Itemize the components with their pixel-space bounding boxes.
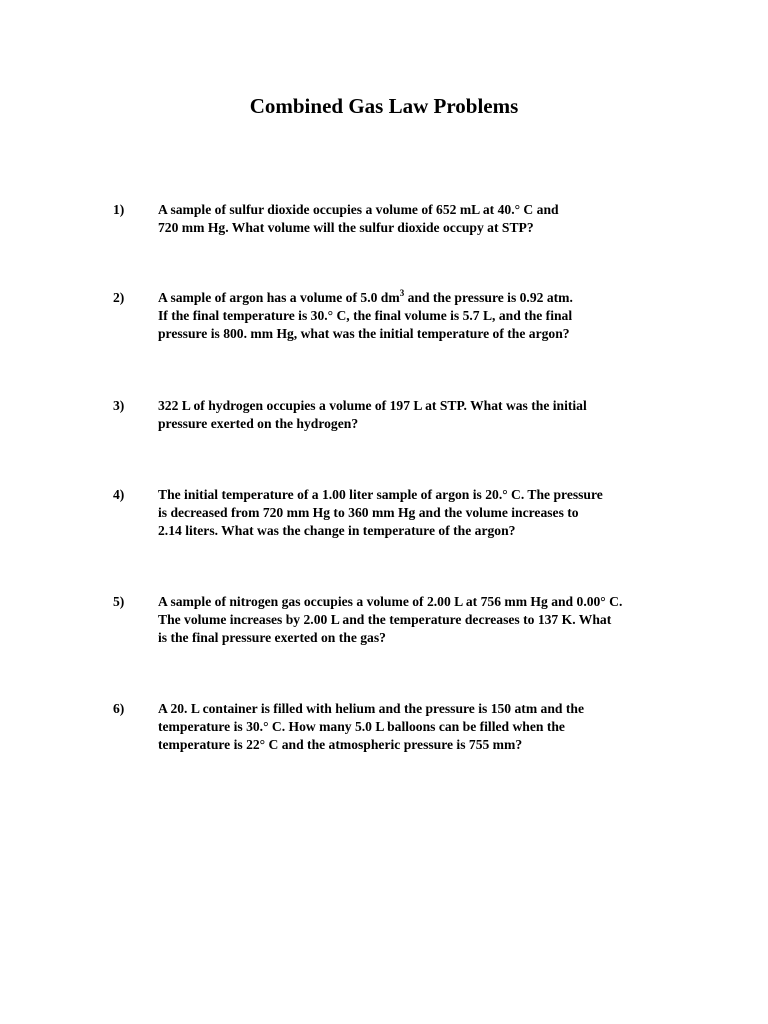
problem-line: 2.14 liters. What was the change in temperature of the argon?: [158, 523, 516, 538]
problem-line: 720 mm Hg. What volume will the sulfur dioxide occupy at STP?: [158, 220, 534, 235]
problem-line: temperature is 30.° C. How many 5.0 L balloons can be filled when the: [158, 719, 565, 734]
problem-number: 1): [113, 202, 125, 217]
problem-line: [158, 289, 748, 307]
problem-number: 5): [113, 594, 125, 609]
superscript: 3: [399, 288, 405, 298]
problem-text: [158, 593, 748, 647]
problem-line: A sample of nitrogen gas occupies a volume of 2.00 L at 756 mm Hg and 0.00° C.: [158, 594, 623, 609]
problem-line: pressure exerted on the hydrogen?: [158, 416, 359, 431]
problem-line: is decreased from 720 mm Hg to 360 mm Hg and the volume increases to: [158, 505, 579, 520]
problem-line-part: and the pressure is 0.92 atm.: [404, 290, 573, 305]
problem-number: 6): [113, 701, 125, 716]
problem-line: A 20. L container is filled with helium and the pressure is 150 atm and the: [158, 701, 584, 716]
problem-number: 4): [113, 487, 125, 502]
problem-line: 322 L of hydrogen occupies a volume of 197 L at STP. What was the initial: [158, 398, 587, 413]
problem-line: temperature is 22° C and the atmospheric pressure is 755 mm?: [158, 737, 523, 752]
problem-number: 3): [113, 398, 125, 413]
problem-text: [158, 486, 748, 540]
problem-text: [158, 289, 748, 343]
problem-text: [158, 700, 748, 754]
problem-line: The volume increases by 2.00 L and the temperature decreases to 137 K. What: [158, 612, 612, 627]
problem-line: The initial temperature of a 1.00 liter sample of argon is 20.° C. The pressure: [158, 487, 603, 502]
problem-line-part: A sample of argon has a volume of 5.0 dm: [158, 290, 400, 305]
problem-line: is the final pressure exerted on the gas?: [158, 630, 386, 645]
problem-line: A sample of sulfur dioxide occupies a volume of 652 mL at 40.° C and: [158, 202, 559, 217]
problem-line: If the final temperature is 30.° C, the final volume is 5.7 L, and the final: [158, 308, 573, 323]
page-title: Combined Gas Law Problems: [249, 94, 519, 118]
problem-number: 2): [113, 290, 125, 305]
problem-text: [158, 397, 748, 433]
problem-text: [158, 201, 748, 237]
problem-line: pressure is 800. mm Hg, what was the initial temperature of the argon?: [158, 326, 570, 341]
